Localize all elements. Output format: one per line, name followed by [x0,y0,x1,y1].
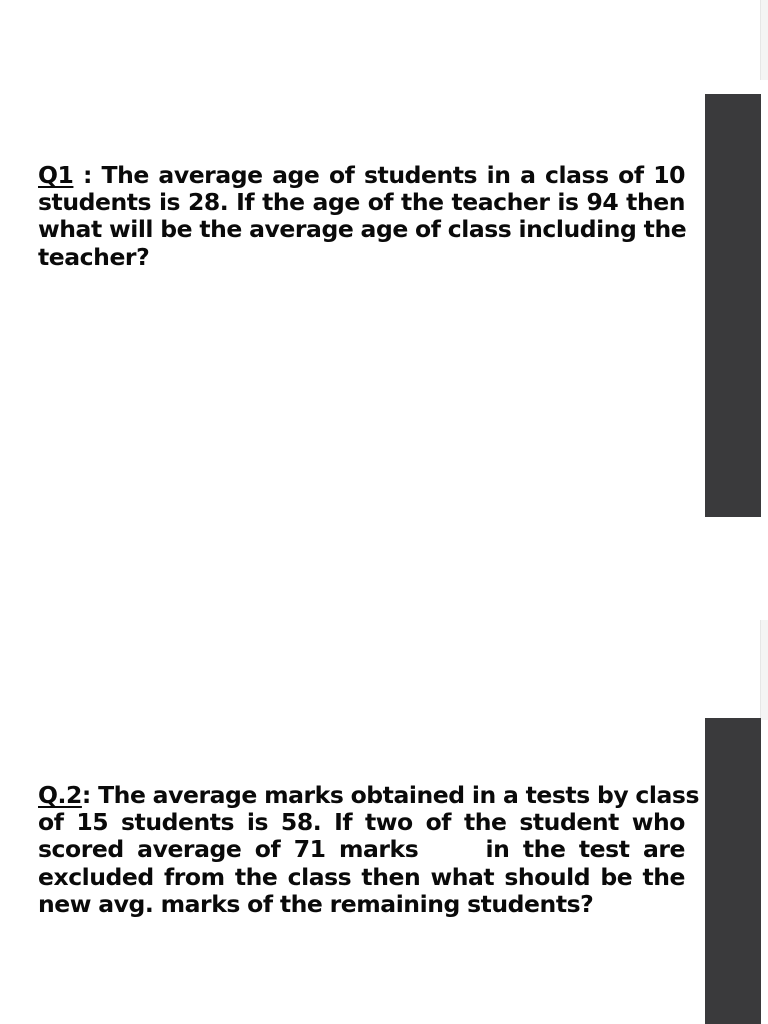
question-text: The average age of students in a class of 10 [101,161,685,189]
question-1 [38,162,685,271]
page-edge-shadow [760,0,768,80]
question-line: teacher? [38,242,150,271]
question-line [38,162,685,189]
question-number: Q.2 [38,781,82,809]
question-line: excluded from the class then what should be the [38,862,685,891]
page-edge-shadow [760,620,768,720]
question-separator: : [73,161,102,189]
question-number: Q1 [38,161,74,189]
question-line: students is 28. If the age of the teacher is 94 then [38,188,685,217]
question-line: of 15 students is 58. If two of the student who [38,808,685,837]
question-text: The average marks obtained in a tests by class [98,781,700,809]
side-bar-top [705,94,761,517]
question-2 [38,781,700,918]
side-bar-bottom [705,718,761,1024]
question-line: what will be the average age of class including the [38,215,687,244]
question-line: scored average of 71 marks in the test are [38,835,685,864]
question-separator: : [81,781,99,809]
question-line [38,781,700,809]
question-line: new avg. marks of the remaining students? [38,889,594,918]
